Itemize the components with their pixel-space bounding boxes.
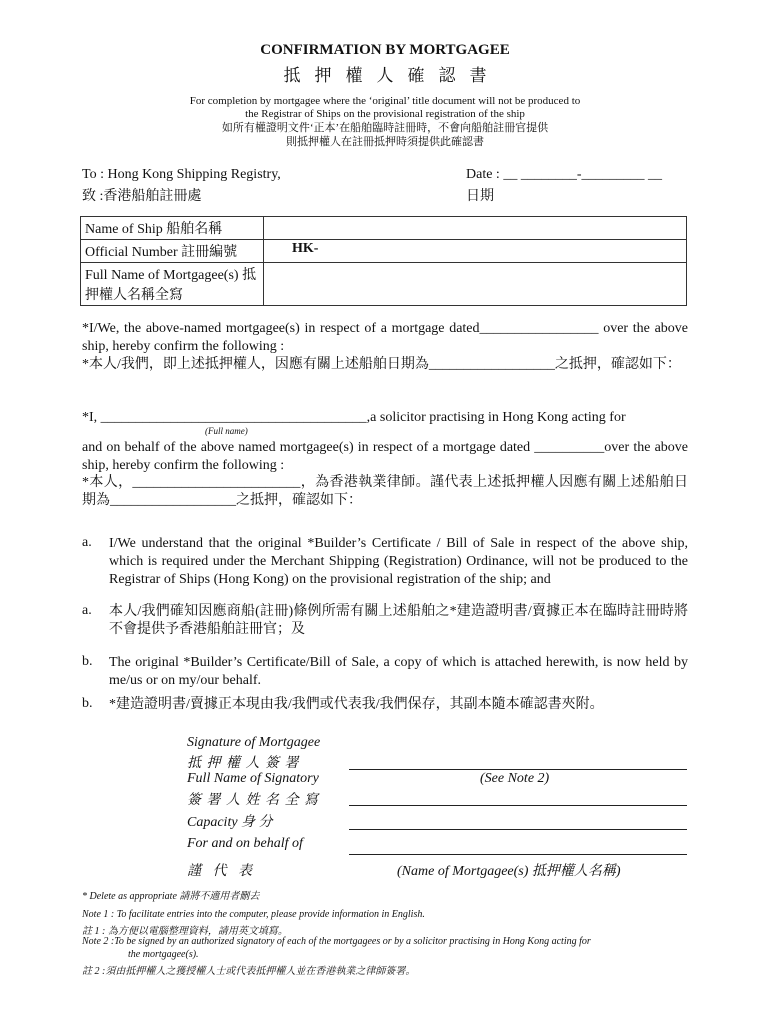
full-name-caption: (Full name) xyxy=(205,426,248,436)
solicitor-statement-line1: *I, ______________________________________,a solicitor practising in Hong Kong acting for xyxy=(82,410,626,425)
on-behalf-label-zh: 謹 代 表 xyxy=(187,864,256,879)
table-row xyxy=(81,263,687,306)
solicitor-statement-line2: and on behalf of the above named mortgagee(s) in respect of a mortgage dated __________over the above ship, hereby confirm the following : xyxy=(82,440,688,473)
mortgagee-statement-en: *I/We, the above-named mortgagee(s) in respect of a mortgage dated_________________ over the above ship, hereby confirm the following : xyxy=(82,321,688,354)
date-field[interactable]: Date : __ ________-_________ __ xyxy=(466,167,662,182)
item-marker: a. xyxy=(82,535,92,550)
see-note-2: (See Note 2) xyxy=(480,771,550,786)
item-marker: b. xyxy=(82,654,93,669)
item-a-chinese: 本人/我們確知因應商船(註冊)條例所需有關上述船舶之*建造證明書/賣據正本在臨時註冊時將不會提供予香港船舶註冊官；及 xyxy=(109,604,688,637)
mortgagee-name-field[interactable] xyxy=(264,263,687,306)
note-2-english-continued: the mortgagee(s). xyxy=(128,949,199,960)
note-2-english: Note 2 :To be signed by an authorized signatory of each of the mortgagees or by a solicitor practising in Hong Kong acting for xyxy=(82,936,591,947)
capacity-label: Capacity 身 分 xyxy=(187,815,273,830)
official-number-field[interactable]: HK- xyxy=(264,240,687,263)
intro-line-3: 如所有權證明文件‘正本’在船舶臨時註冊時，不會向船舶註冊官提供 xyxy=(221,122,549,134)
signature-label-en: Signature of Mortgagee xyxy=(187,735,321,750)
item-marker: b. xyxy=(82,696,93,711)
delete-note: * Delete as appropriate 請將不適用者刪去 xyxy=(82,891,260,902)
official-number-label: Official Number 註冊編號 xyxy=(81,240,264,263)
note-1-chinese: 註 1 : 為方便以電腦整理資料，請用英文填寫。 xyxy=(82,926,288,937)
item-a-english: I/We understand that the original *Builder’s Certificate / Bill of Sale in respect of the above ship, which is required under the Merchant Shipping (Registration) Ordinance, will not be produced to the Registrar of Ships (Hong Kong) on the provisional registration of the ship; and xyxy=(109,536,688,587)
capacity-line[interactable] xyxy=(349,829,687,830)
form-title-chinese: 抵押權人確認書 xyxy=(283,66,501,85)
form-title: CONFIRMATION BY MORTGAGEE xyxy=(260,42,510,58)
mortgagee-name-label: Full Name of Mortgagee(s) 抵押權人名稱全寫 xyxy=(81,263,264,306)
item-b-english: The original *Builder’s Certificate/Bill of Sale, a copy of which is attached herewith, is now held by me/us or on my/our behalf. xyxy=(109,655,688,688)
signature-line[interactable] xyxy=(349,769,687,770)
table-row xyxy=(81,240,687,263)
intro-line-1: For completion by mortgagee where the ‘original’ title document will not be produced to xyxy=(189,95,581,107)
note-1-english: Note 1 : To facilitate entries into the computer, please provide information in English. xyxy=(82,909,425,920)
table-row xyxy=(81,217,687,240)
on-behalf-line[interactable] xyxy=(349,854,687,855)
item-b-chinese: *建造證明書/賣據正本現由我/我們或代表我/我們保存，其副本隨本確認書夾附。 xyxy=(109,697,604,712)
note-2-chinese: 註 2 :須由抵押權人之獲授權人士或代表抵押權人並在香港執業之律師簽署。 xyxy=(82,966,416,977)
signature-label-zh: 抵 押 權 人 簽 署 xyxy=(187,756,300,771)
signatory-name-label-en: Full Name of Signatory xyxy=(187,771,319,786)
intro-line-2: the Registrar of Ships on the provisional registration of the ship xyxy=(245,108,525,120)
on-behalf-label-en: For and on behalf of xyxy=(187,836,303,851)
solicitor-statement-zh: *本人，________________________，為香港執業律師。謹代表上述抵押權人因應有關上述船舶日期為__________________之抵押，確認如下： xyxy=(82,475,688,508)
mortgagee-statement-zh: *本人/我們，即上述抵押權人，因應有關上述船舶日期為__________________之抵押，確認如下： xyxy=(82,357,681,372)
recipient-english: To : Hong Kong Shipping Registry, xyxy=(82,167,281,182)
mortgagee-name-caption: (Name of Mortgagee(s) 抵押權人名稱) xyxy=(397,864,621,879)
signatory-name-line[interactable] xyxy=(349,805,687,806)
item-marker: a. xyxy=(82,603,92,618)
ship-info-table xyxy=(80,216,687,306)
date-label-chinese: 日期 xyxy=(466,189,494,204)
intro-line-4: 則抵押權人在註冊抵押時須提供此確認書 xyxy=(286,136,484,148)
signatory-name-label-zh: 簽 署 人 姓 名 全 寫 xyxy=(187,793,319,808)
ship-name-label: Name of Ship 船舶名稱 xyxy=(81,217,264,240)
ship-name-field[interactable] xyxy=(264,217,687,240)
recipient-chinese: 致 :香港船舶註冊處 xyxy=(82,189,202,204)
